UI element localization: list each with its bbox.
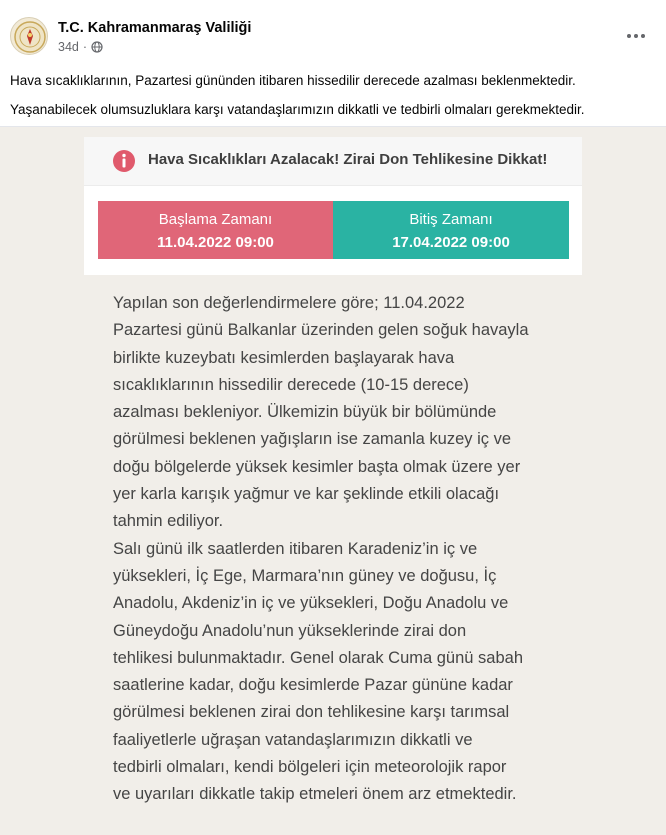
body-line: tehlikesi bulunmaktadır. Genel olarak Cuma günü sabah — [113, 648, 523, 667]
page-name[interactable]: T.C. Kahramanmaraş Valiliği — [58, 20, 252, 36]
post-text-line: Hava sıcaklıklarının, Pazartesi gününden itibaren hissedilir derecede azalması beklenmektedir. — [10, 73, 576, 88]
body-line: yer karla karışık yağmur ve kar şeklinde etkili olacağı — [113, 485, 500, 504]
body-line: saatlerine kadar, doğu kesimlerde Pazar gününe kadar — [113, 676, 513, 695]
body-line: Salı günü ilk saatlerden itibaren Karadeniz’in iç ve — [113, 539, 478, 558]
body-line: sıcaklıklarının hissedilir derecede (10-15 derece) — [113, 375, 469, 394]
alert-card — [84, 137, 582, 275]
body-line: faaliyetlerle uğraşan vatandaşlarımızın dikkatli ve — [113, 730, 473, 749]
post-time[interactable]: 34d — [58, 40, 79, 54]
post-header — [0, 0, 666, 126]
post-text — [10, 66, 660, 124]
end-time-value: 17.04.2022 09:00 — [392, 234, 510, 251]
start-time-label: Başlama Zamanı — [158, 211, 273, 228]
body-line: Pazartesi günü Balkanlar üzerinden gelen soğuk havayla — [113, 321, 529, 340]
page-avatar[interactable] — [10, 17, 48, 55]
more-horizontal-icon — [626, 33, 646, 39]
body-line: ve uyarıları dikkatle takip etmeleri önem arz etmektedir. — [113, 785, 517, 804]
post-image[interactable] — [0, 126, 666, 835]
start-time-box — [98, 201, 333, 259]
body-line: tedbirli olmaları, kendi bölgeleri için meteorolojik rapor — [113, 758, 507, 777]
post-meta — [58, 40, 103, 54]
end-time-label: Bitiş Zamanı — [409, 211, 493, 228]
info-circle-icon — [112, 149, 136, 173]
body-line: Anadolu, Akdeniz’in iç ve yüksekleri, Doğu Anadolu ve — [113, 594, 509, 613]
body-line: doğu bölgelerde yüksek kesimler başta olmak üzere yer — [113, 457, 521, 476]
emblem-icon — [11, 18, 48, 55]
start-time-value: 11.04.2022 09:00 — [157, 234, 274, 251]
body-line: birlikte kuzeybatı kesimlerden başlayarak hava — [113, 348, 455, 367]
more-options-button[interactable] — [622, 22, 650, 50]
warning-body-text — [113, 290, 583, 809]
end-time-box — [333, 201, 569, 259]
alert-title-bar — [84, 137, 582, 186]
body-line: Yapılan son değerlendirmelere göre; 11.04.2022 — [113, 294, 465, 312]
globe-icon[interactable] — [91, 41, 103, 53]
alert-title: Hava Sıcaklıkları Azalacak! Zirai Don Tehlikesine Dikkat! — [148, 151, 548, 168]
body-line: Güneydoğu Anadolu’nun yükseklerinde zirai don — [113, 621, 467, 640]
body-line: görülmesi beklenen yağışların ise zamanla kuzey iç ve — [113, 430, 512, 449]
body-line: tahmin ediliyor. — [113, 512, 224, 531]
body-line: görülmesi beklenen zirai don tehlikesine karşı tarımsal — [113, 703, 510, 722]
post-text-line: Yaşanabilecek olumsuzluklara karşı vatandaşlarımızın dikkatli ve tedbirli olmaları gerekmektedir. — [10, 102, 585, 117]
body-line: yüksekleri, İç Ege, Marmara’nın güney ve doğusu, İç — [113, 566, 497, 585]
dot-separator: · — [82, 40, 88, 54]
body-line: azalması bekleniyor. Ülkemizin büyük bir bölümünde — [113, 403, 497, 422]
